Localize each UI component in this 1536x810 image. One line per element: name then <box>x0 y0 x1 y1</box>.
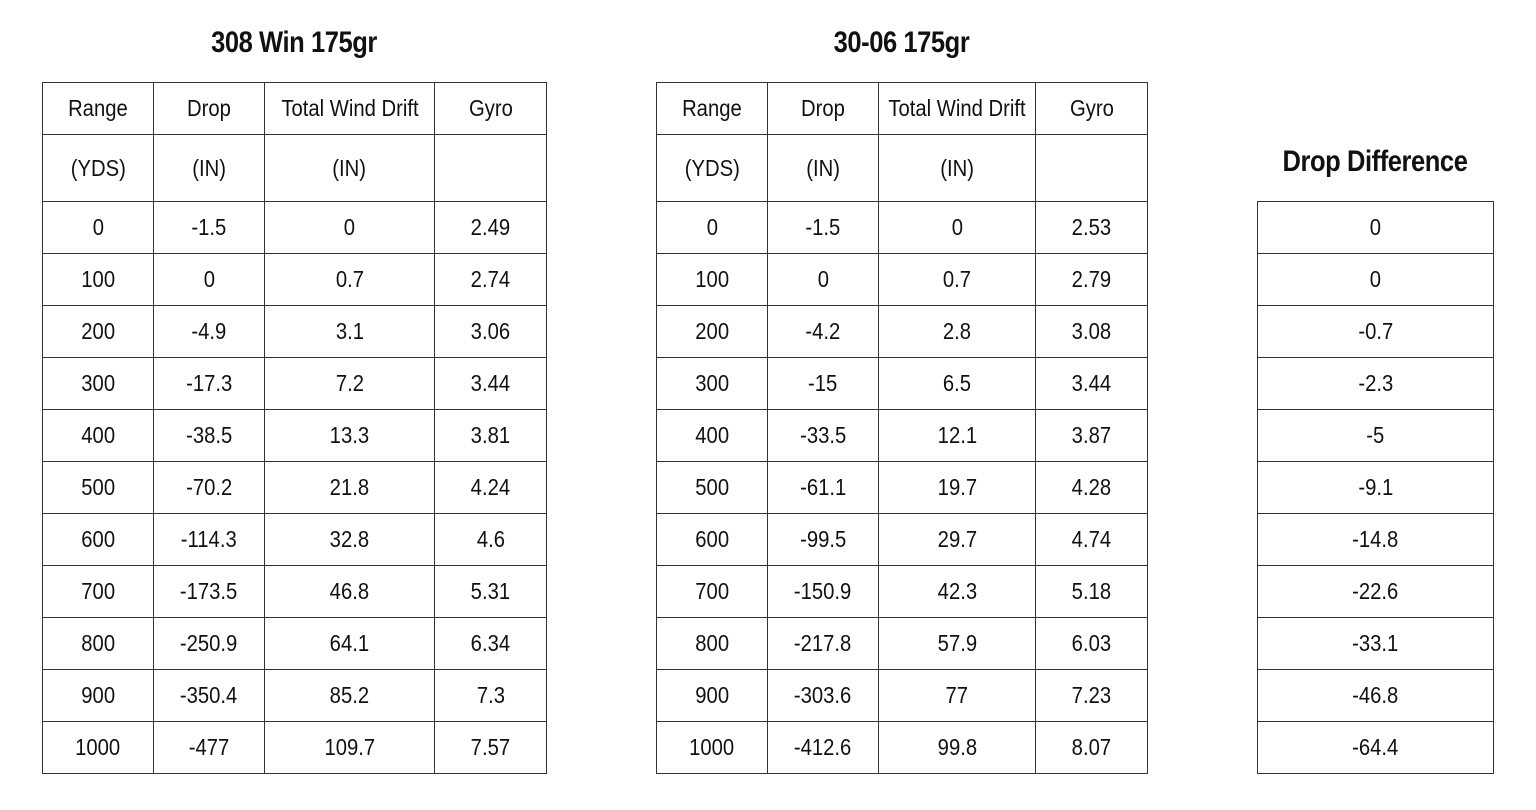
table-cell: 1000 <box>657 722 768 774</box>
table-cell: 3.06 <box>435 306 547 358</box>
table-cell: -33.5 <box>768 410 879 462</box>
table-cell: -150.9 <box>768 566 879 618</box>
table-cell: 2.49 <box>435 202 547 254</box>
table-cell: -303.6 <box>768 670 879 722</box>
table-cell: 400 <box>43 410 154 462</box>
table-cell: 19.7 <box>879 462 1036 514</box>
table-cell: 42.3 <box>879 566 1036 618</box>
table-row <box>1258 514 1494 566</box>
table-cell: 3.1 <box>265 306 435 358</box>
table-cell: 800 <box>43 618 154 670</box>
table-cell: 2.74 <box>435 254 547 306</box>
table-cell: 900 <box>43 670 154 722</box>
table-cell: 4.6 <box>435 514 547 566</box>
table-row <box>657 722 1148 774</box>
table-cell: 0 <box>1258 202 1494 254</box>
table-cell: 100 <box>657 254 768 306</box>
table-cell: 3.44 <box>435 358 547 410</box>
table-cell: 29.7 <box>879 514 1036 566</box>
column-header: Range <box>657 83 768 135</box>
table-cell: 200 <box>43 306 154 358</box>
table-row <box>1258 202 1494 254</box>
table-row <box>43 618 547 670</box>
table-title-30-06: 30-06 175gr <box>833 26 970 59</box>
unit-header: (IN) <box>154 135 265 202</box>
unit-header <box>1036 135 1148 202</box>
unit-header <box>435 135 547 202</box>
table-row <box>657 462 1148 514</box>
table-cell: 0.7 <box>879 254 1036 306</box>
table-cell: -0.7 <box>1258 306 1494 358</box>
table-cell: 4.24 <box>435 462 547 514</box>
table-cell: 900 <box>657 670 768 722</box>
unit-row <box>657 135 1148 202</box>
table-row <box>657 254 1148 306</box>
table-row <box>657 358 1148 410</box>
table-cell: 0 <box>154 254 265 306</box>
unit-header: (YDS) <box>657 135 768 202</box>
table-cell: 4.28 <box>1036 462 1148 514</box>
table-cell: 0.7 <box>265 254 435 306</box>
table-cell: -5 <box>1258 410 1494 462</box>
table-cell: 6.34 <box>435 618 547 670</box>
column-header: Total Wind Drift <box>265 83 435 135</box>
table-row <box>657 514 1148 566</box>
table-row <box>657 670 1148 722</box>
table-cell: 32.8 <box>265 514 435 566</box>
table-cell: -64.4 <box>1258 722 1494 774</box>
table-cell: -173.5 <box>154 566 265 618</box>
drop-difference-table <box>1257 201 1494 774</box>
table-cell: 500 <box>657 462 768 514</box>
table-cell: -15 <box>768 358 879 410</box>
table-cell: 3.87 <box>1036 410 1148 462</box>
table-cell: 4.74 <box>1036 514 1148 566</box>
table-row <box>43 254 547 306</box>
table-cell: 700 <box>43 566 154 618</box>
table-cell: -61.1 <box>768 462 879 514</box>
unit-header: (IN) <box>768 135 879 202</box>
table-cell: 85.2 <box>265 670 435 722</box>
table-cell: -114.3 <box>154 514 265 566</box>
table-cell: 99.8 <box>879 722 1036 774</box>
table-row <box>657 410 1148 462</box>
table-title-drop-difference: Drop Difference <box>1282 145 1468 178</box>
unit-header: (IN) <box>265 135 435 202</box>
table-cell: 100 <box>43 254 154 306</box>
table-cell: 13.3 <box>265 410 435 462</box>
table-row <box>657 566 1148 618</box>
table-cell: 3.08 <box>1036 306 1148 358</box>
table-row <box>43 514 547 566</box>
column-header: Gyro <box>1036 83 1148 135</box>
table-row <box>1258 254 1494 306</box>
table-cell: -250.9 <box>154 618 265 670</box>
header-row <box>657 83 1148 135</box>
table-cell: 64.1 <box>265 618 435 670</box>
table-row <box>43 306 547 358</box>
ballistics-table-30-06 <box>656 82 1148 774</box>
table-cell: 7.57 <box>435 722 547 774</box>
table-cell: 600 <box>657 514 768 566</box>
table-cell: 0 <box>657 202 768 254</box>
table-cell: 300 <box>657 358 768 410</box>
table-row <box>1258 358 1494 410</box>
column-header: Drop <box>154 83 265 135</box>
table-cell: 6.5 <box>879 358 1036 410</box>
table-cell: 7.23 <box>1036 670 1148 722</box>
table-row <box>43 410 547 462</box>
table-cell: 200 <box>657 306 768 358</box>
table-row <box>657 202 1148 254</box>
table-cell: 0 <box>1258 254 1494 306</box>
unit-header: (IN) <box>879 135 1036 202</box>
table-row <box>43 202 547 254</box>
table-cell: -9.1 <box>1258 462 1494 514</box>
table-cell: 57.9 <box>879 618 1036 670</box>
table-cell: -2.3 <box>1258 358 1494 410</box>
table-cell: 109.7 <box>265 722 435 774</box>
table-cell: -17.3 <box>154 358 265 410</box>
table-row <box>657 618 1148 670</box>
table-cell: 7.3 <box>435 670 547 722</box>
table-cell: -350.4 <box>154 670 265 722</box>
table-cell: 3.44 <box>1036 358 1148 410</box>
table-cell: 0 <box>879 202 1036 254</box>
column-header: Total Wind Drift <box>879 83 1036 135</box>
table-row <box>1258 306 1494 358</box>
table-cell: -99.5 <box>768 514 879 566</box>
table-row <box>657 306 1148 358</box>
table-cell: 0 <box>265 202 435 254</box>
table-cell: -38.5 <box>154 410 265 462</box>
table-cell: 0 <box>43 202 154 254</box>
table-cell: -22.6 <box>1258 566 1494 618</box>
table-cell: 21.8 <box>265 462 435 514</box>
table-cell: -46.8 <box>1258 670 1494 722</box>
table-row <box>1258 566 1494 618</box>
table-cell: 5.31 <box>435 566 547 618</box>
table-row <box>1258 670 1494 722</box>
table-cell: 3.81 <box>435 410 547 462</box>
table-row <box>43 358 547 410</box>
table-cell: 46.8 <box>265 566 435 618</box>
table-cell: -14.8 <box>1258 514 1494 566</box>
table-cell: 400 <box>657 410 768 462</box>
table-cell: 8.07 <box>1036 722 1148 774</box>
table-cell: -477 <box>154 722 265 774</box>
table-row <box>1258 462 1494 514</box>
ballistics-table-308-win <box>42 82 547 774</box>
table-cell: 2.53 <box>1036 202 1148 254</box>
table-row <box>1258 722 1494 774</box>
table-row <box>1258 410 1494 462</box>
header-row <box>43 83 547 135</box>
table-row <box>43 670 547 722</box>
table-row <box>43 722 547 774</box>
table-cell: -1.5 <box>154 202 265 254</box>
table-cell: 5.18 <box>1036 566 1148 618</box>
table-row <box>1258 618 1494 670</box>
table-title-308-win: 308 Win 175gr <box>211 26 377 59</box>
table-cell: -1.5 <box>768 202 879 254</box>
table-cell: -4.9 <box>154 306 265 358</box>
table-cell: 2.8 <box>879 306 1036 358</box>
table-cell: -412.6 <box>768 722 879 774</box>
table-cell: 600 <box>43 514 154 566</box>
table-row <box>43 462 547 514</box>
table-cell: 7.2 <box>265 358 435 410</box>
unit-row <box>43 135 547 202</box>
table-cell: 0 <box>768 254 879 306</box>
table-cell: 12.1 <box>879 410 1036 462</box>
column-header: Range <box>43 83 154 135</box>
table-cell: 1000 <box>43 722 154 774</box>
table-cell: -70.2 <box>154 462 265 514</box>
table-cell: 800 <box>657 618 768 670</box>
table-cell: 500 <box>43 462 154 514</box>
table-cell: 700 <box>657 566 768 618</box>
table-cell: 77 <box>879 670 1036 722</box>
table-cell: -33.1 <box>1258 618 1494 670</box>
table-row <box>43 566 547 618</box>
table-cell: -217.8 <box>768 618 879 670</box>
column-header: Drop <box>768 83 879 135</box>
table-cell: 6.03 <box>1036 618 1148 670</box>
unit-header: (YDS) <box>43 135 154 202</box>
table-cell: 300 <box>43 358 154 410</box>
column-header: Gyro <box>435 83 547 135</box>
table-cell: 2.79 <box>1036 254 1148 306</box>
table-cell: -4.2 <box>768 306 879 358</box>
